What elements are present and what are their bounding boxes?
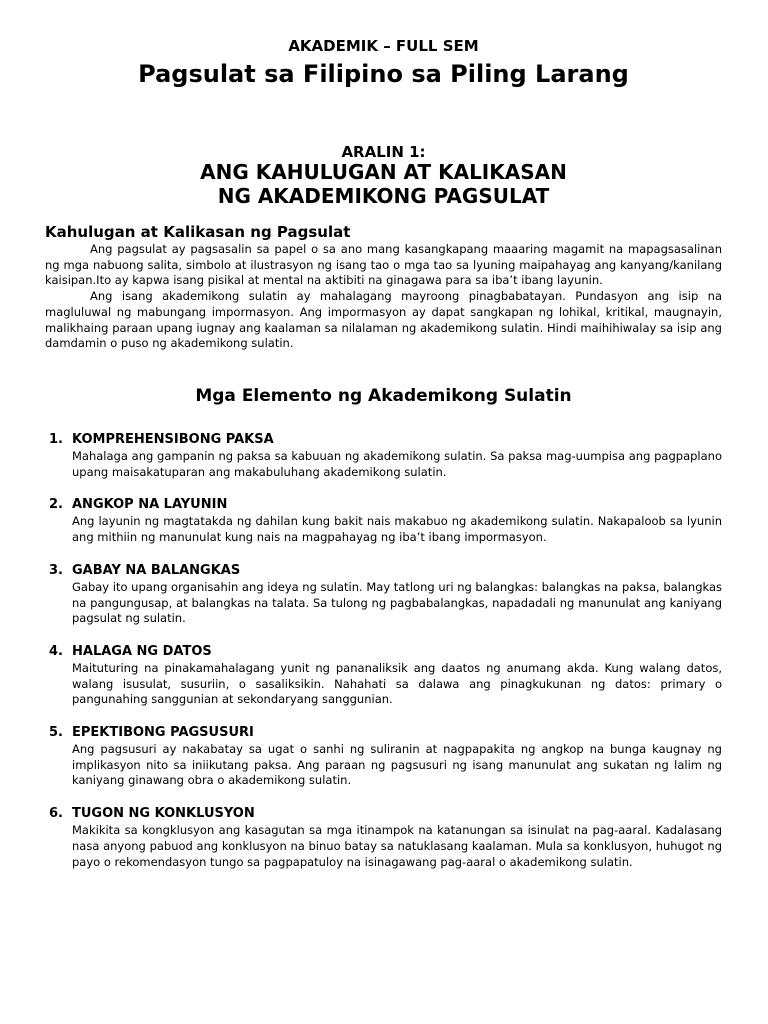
intro-text (45, 242, 722, 352)
list-item-description: Gabay ito upang organisahin ang ideya ng sulatin. May tatlong uri ng balangkas: balangkas na paksa, balangkas na pangungusap, at balangkas na talata. Sa tulong ng pagbabalangkas, napadadali ng manunulat ang kaniyang pagsulat ng sulatin. (72, 579, 722, 626)
list-item-title: HALAGA NG DATOS (72, 643, 212, 659)
list-item (45, 431, 722, 480)
lesson-title-line-1: ANG KAHULUGAN AT KALIKASAN (200, 160, 567, 184)
list-item-number: 2. (49, 497, 63, 513)
intro-paragraph-2: Ang isang akademikong sulatin ay mahalagang mayroong pinagbabatayan. Pundasyon ang isip na magluluwal ng mabungang impormasyon. Ang impormasyon ay dapat sangkapan ng lohikal, kritikal, maugnayin, malikhaing paraan upang iugnay ang kaalaman sa nilalaman ng akademikong sulatin. Hindi maihihiwalay sa isip ang damdamin o puso ng akademikong sulatin. (45, 289, 722, 351)
list-item-number: 6. (49, 806, 63, 822)
list-item-number: 1. (49, 432, 63, 447)
list-item-number: 3. (49, 562, 63, 578)
list-item-title: EPEKTIBONG PAGSUSURI (72, 725, 254, 741)
lesson-title-line-2: NG AKADEMIKONG PAGSULAT (217, 184, 550, 208)
section-heading: Kahulugan at Kalikasan ng Pagsulat (45, 223, 351, 241)
course-label: AKADEMIK – FULL SEM (288, 37, 479, 55)
intro-paragraph-1: Ang pagsulat ay pagsasalin sa papel o sa ano mang kasangkapang maaaring magamit na mapagsasalinan ng mga nabuong salita, simbolo at ilustrasyon ng isang tao o mga tao sa lyuning maipahayag ang kanyang/kanilang kaisipan.Ito ay kapwa isang pisikal at mental na aktibiti na ginagawa para sa iba’t ibang layunin. (45, 242, 722, 288)
list-item (45, 562, 722, 627)
list-item-title: KOMPREHENSIBONG PAKSA (72, 432, 274, 447)
elements-list (45, 431, 722, 870)
list-item-number: 4. (49, 643, 63, 659)
list-item (45, 643, 722, 708)
elements-heading: Mga Elemento ng Akademikong Sulatin (195, 386, 572, 406)
list-item-title: TUGON NG KONKLUSYON (72, 806, 255, 822)
list-item-description: Mahalaga ang gampanin ng paksa sa kabuuan ng akademikong sulatin. Sa paksa mag-uumpisa ang pagpaplano upang maisakatuparan ang makabuluhang akademikong sulatin. (72, 449, 722, 479)
list-item (45, 496, 722, 545)
lesson-number: ARALIN 1: (341, 143, 426, 161)
list-item (45, 805, 722, 870)
list-item-description: Makikita sa kongklusyon ang kasagutan sa mga itinampok na katanungan sa isinulat na pag-aaral. Kadalasang nasa anyong pabuod ang konklusyon na binuo batay sa natuklasang kaalaman. Mula sa konklusyon, huhugot ng payo o rekomendasyon tungo sa pagpapatuloy na isinagawang pag-aaral o akademikong sulatin. (72, 823, 722, 869)
list-item-title: ANGKOP NA LAYUNIN (72, 497, 228, 513)
list-item (45, 724, 722, 789)
list-item-description: Ang layunin ng magtatakda ng dahilan kung bakit nais makabuo ng akademikong sulatin. Nakapaloob sa lyunin ang mithiin ng manunulat kung nais na magpahayag ng iba’t ibang impormasyon. (72, 514, 722, 545)
list-item-description: Ang pagsusuri ay nakabatay sa ugat o sanhi ng suliranin at nagpapakita ng angkop na bunga kaugnay ng implikasyon nito sa iniikutang paksa. Ang paraan ng pagsusuri ng isang manunulat ang sukatan ng lalim ng kaniyang ginawang obra o akademikong sulatin. (72, 742, 722, 788)
list-item-number: 5. (49, 725, 63, 741)
list-item-description: Maituturing na pinakamahalagang yunit ng pananaliksik ang daatos ng anumang akda. Kung walang datos, walang isusulat, susuriin, o sasaliksikin. Nahahati sa dalawa ang pinagkukunan ng datos: primary o pangunahing sanggunian at sekondaryang sanggunian. (72, 660, 722, 707)
document-title: Pagsulat sa Filipino sa Piling Larang (138, 60, 629, 88)
lesson-title (45, 160, 722, 208)
list-item-title: GABAY NA BALANGKAS (72, 562, 241, 578)
